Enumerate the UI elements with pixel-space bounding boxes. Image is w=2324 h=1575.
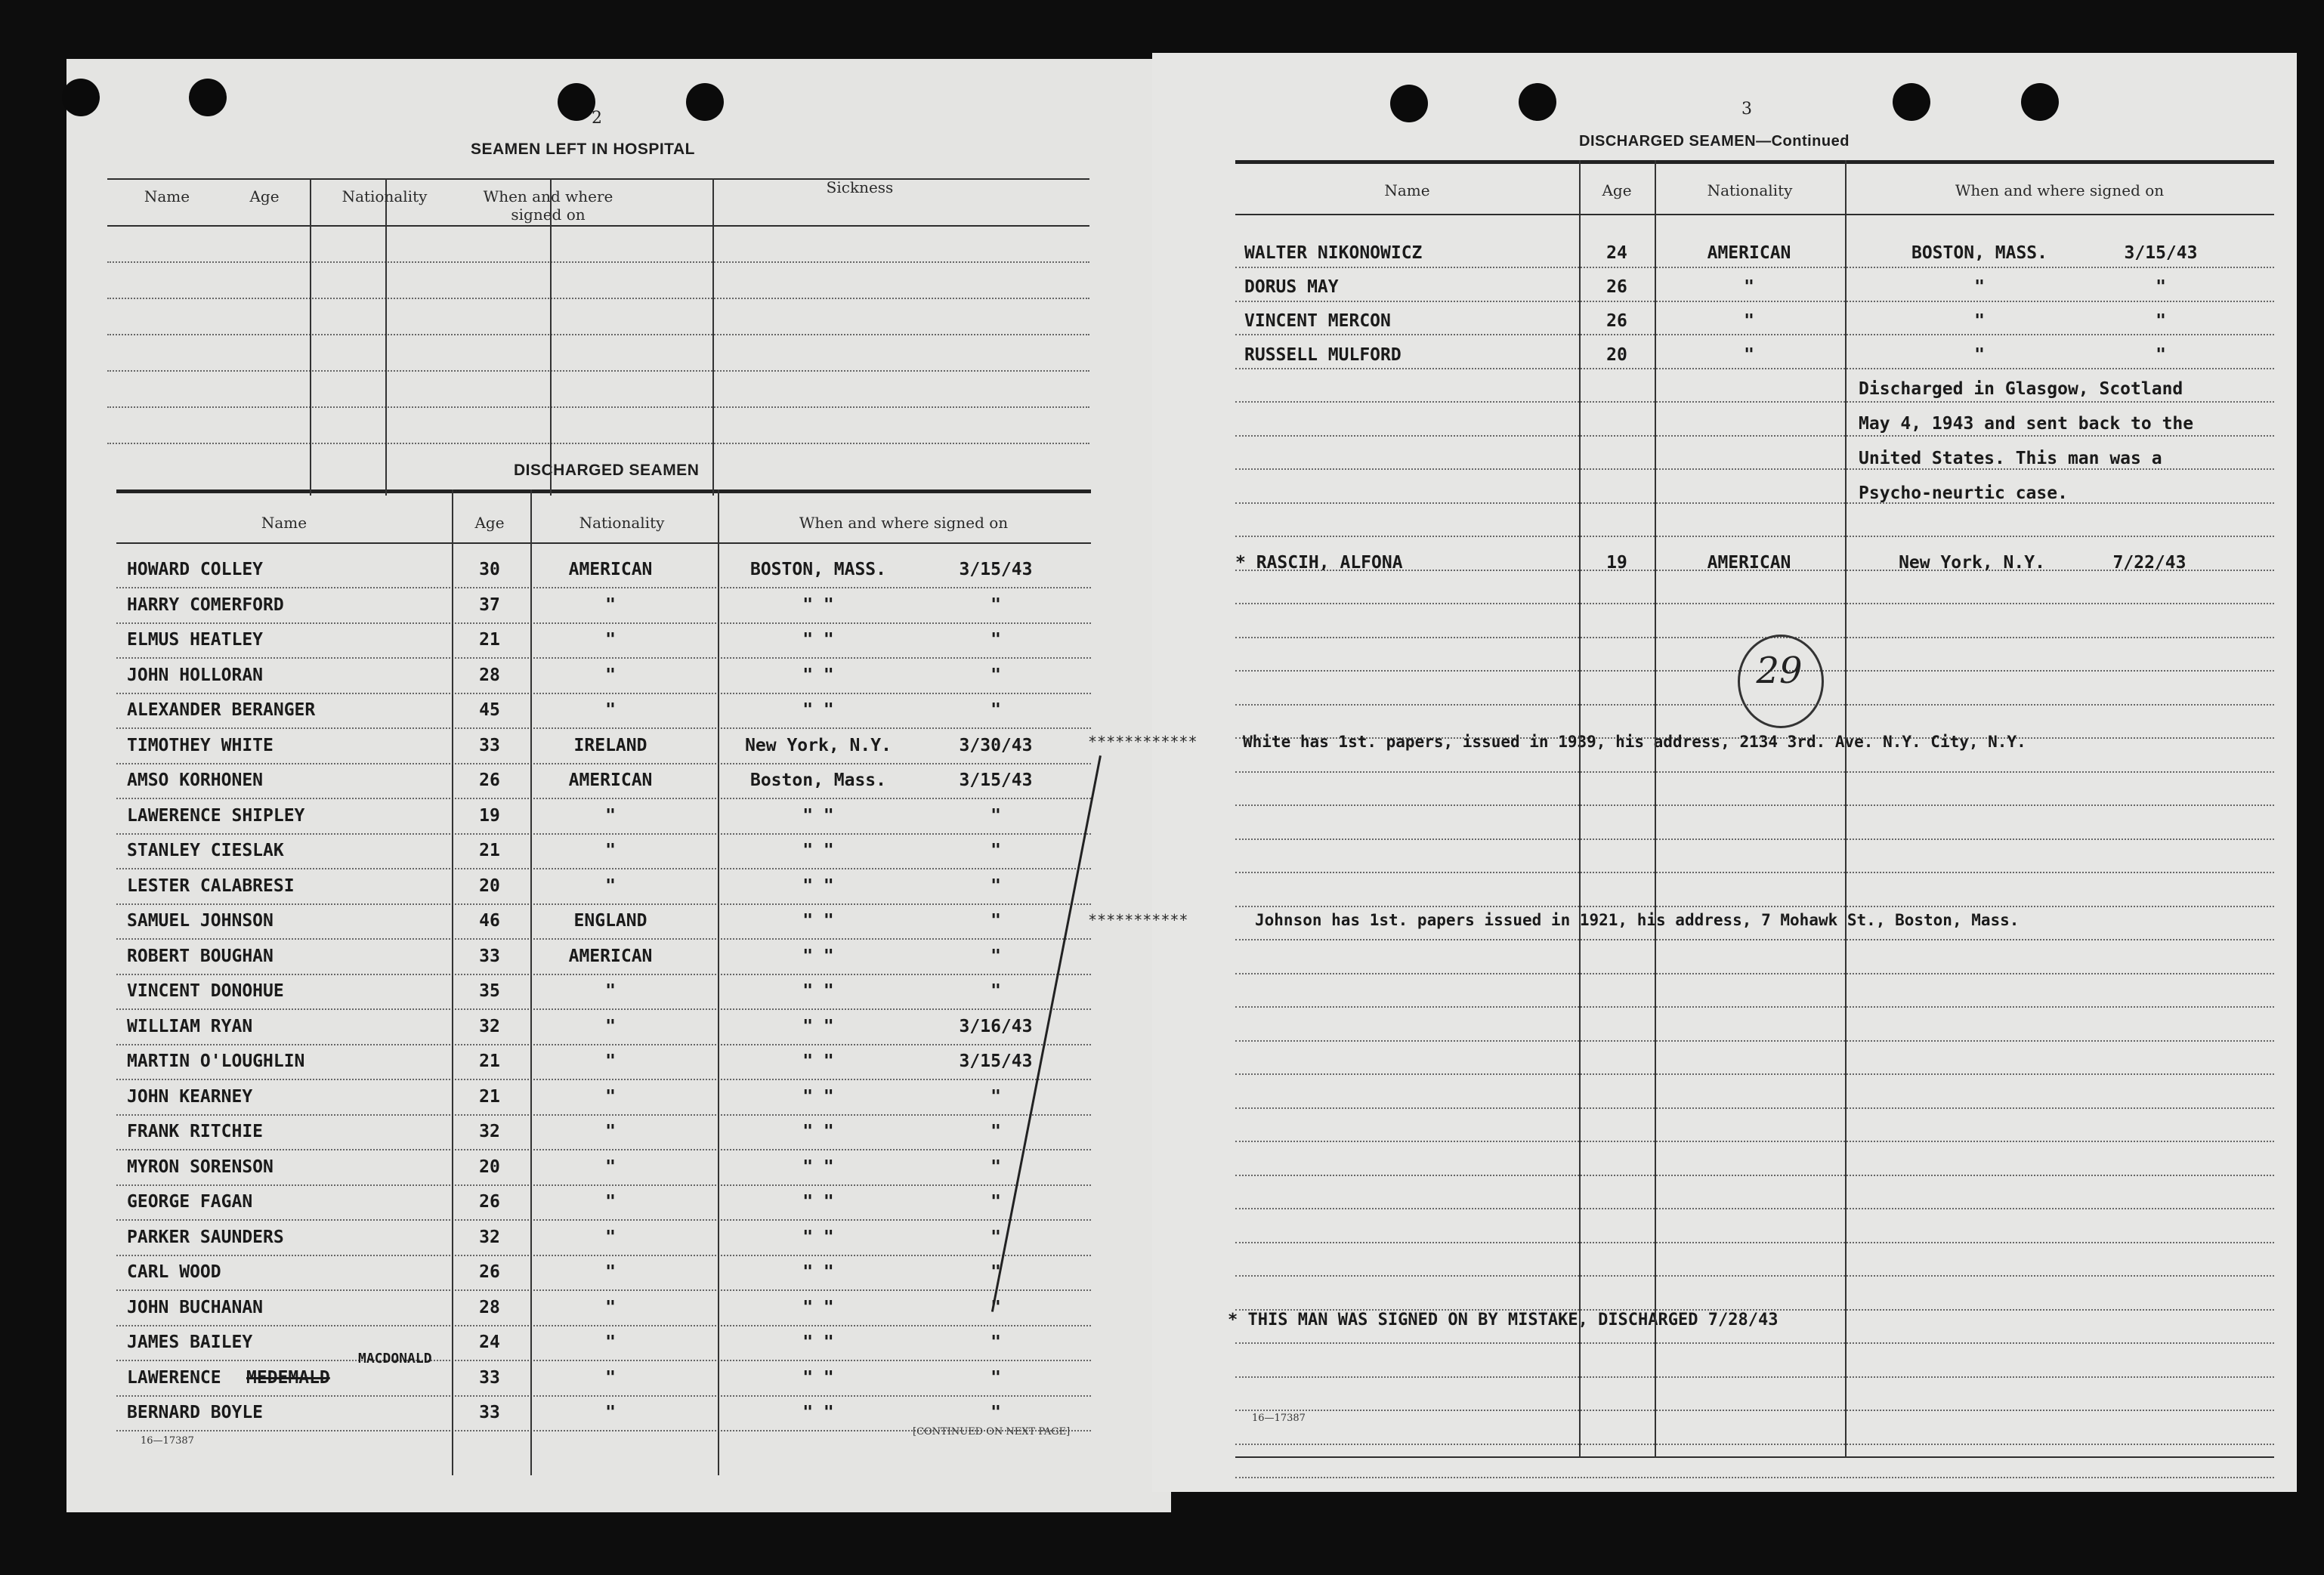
signed-on-place: New York, N.Y. bbox=[1899, 553, 2045, 573]
signed-on-place: " " bbox=[802, 700, 834, 720]
signed-on-date: " bbox=[990, 1192, 1001, 1212]
discharged-col-nationality: Nationality bbox=[579, 514, 665, 532]
seaman-nationality: " bbox=[605, 1227, 616, 1247]
signed-on-place: " " bbox=[802, 1122, 834, 1141]
signed-on-place: " " bbox=[802, 1403, 834, 1422]
seaman-age: 20 bbox=[1606, 345, 1627, 365]
seaman-name: WILLIAM RYAN bbox=[127, 1016, 253, 1036]
seaman-nationality: AMERICAN bbox=[568, 946, 653, 966]
hospital-col-age: Age bbox=[249, 187, 280, 205]
form-number: 16—17387 bbox=[1252, 1413, 1306, 1424]
seaman-age: 26 bbox=[479, 771, 500, 790]
note-marker: *********** bbox=[1088, 911, 1188, 929]
signed-on-date: " bbox=[990, 594, 1001, 615]
signed-on-place: " " bbox=[802, 1052, 834, 1071]
seaman-nationality: " bbox=[605, 630, 616, 650]
signed-on-place: " " bbox=[802, 1297, 834, 1317]
hospital-col-nationality: Nationality bbox=[341, 187, 428, 205]
signed-on-place: " " bbox=[802, 1192, 834, 1212]
signed-on-place: " " bbox=[802, 876, 834, 896]
seaman-name: TIMOTHEY WHITE bbox=[127, 735, 274, 755]
signed-on-date: " bbox=[990, 911, 1001, 931]
discharge-remark-line: May 4, 1943 and sent back to the bbox=[1859, 414, 2194, 434]
signed-on-place: " " bbox=[802, 841, 834, 860]
signed-on-date: 7/22/43 bbox=[2112, 553, 2186, 573]
signed-on-place: " " bbox=[802, 1157, 834, 1177]
seaman-age: 46 bbox=[479, 911, 500, 931]
seaman-nationality: " bbox=[605, 1016, 616, 1036]
seaman-name: LAWERENCE bbox=[127, 1367, 221, 1388]
seaman-age: 33 bbox=[479, 1367, 500, 1388]
seaman-nationality: " bbox=[605, 981, 616, 1001]
circled-number: 29 bbox=[1756, 650, 1803, 692]
signed-on-place: Boston, Mass. bbox=[749, 771, 886, 790]
seaman-age: 33 bbox=[479, 1403, 500, 1422]
seaman-nationality: AMERICAN bbox=[1707, 243, 1791, 263]
hospital-section-title: SEAMEN LEFT IN HOSPITAL bbox=[471, 141, 695, 158]
signed-on-date: " bbox=[990, 1157, 1001, 1177]
signed-on-place: " " bbox=[802, 594, 834, 615]
seaman-nationality: AMERICAN bbox=[568, 560, 653, 579]
signed-on-date: " bbox=[990, 1262, 1001, 1282]
seaman-nationality: " bbox=[605, 1086, 616, 1107]
punch-hole bbox=[62, 79, 100, 116]
punch-hole bbox=[1519, 83, 1556, 121]
seaman-name: MYRON SORENSON bbox=[127, 1157, 274, 1177]
seaman-age: 20 bbox=[479, 1157, 500, 1177]
right-page bbox=[1088, 53, 2297, 1492]
seaman-name: STANLEY CIESLAK bbox=[127, 841, 284, 860]
seaman-nationality: " bbox=[605, 700, 616, 720]
seaman-nationality: " bbox=[605, 1052, 616, 1071]
left-page bbox=[66, 59, 1171, 1512]
seaman-nationality: " bbox=[605, 594, 616, 615]
seaman-name: GEORGE FAGAN bbox=[127, 1192, 253, 1212]
signed-on-place: BOSTON, MASS. bbox=[749, 560, 886, 579]
seaman-age: 21 bbox=[479, 630, 500, 650]
seaman-name: HOWARD COLLEY bbox=[127, 560, 264, 579]
seaman-name: BERNARD BOYLE bbox=[127, 1403, 264, 1422]
form-number: 16—17387 bbox=[141, 1435, 194, 1447]
signed-on-date: " bbox=[990, 700, 1001, 720]
signed-on-place: " " bbox=[802, 630, 834, 650]
signed-on-date: " bbox=[990, 981, 1001, 1001]
signed-on-place: " " bbox=[802, 1367, 834, 1388]
signed-on-place: " " bbox=[802, 1333, 834, 1352]
signed-on-place: " bbox=[1974, 277, 1985, 297]
seaman-age: 37 bbox=[479, 594, 500, 615]
signed-on-date: " bbox=[990, 946, 1001, 966]
discharged-col-signed-on: When and where signed on bbox=[799, 514, 1009, 532]
seaman-name: DORUS MAY bbox=[1244, 277, 1339, 297]
discharge-remark-line: Discharged in Glasgow, Scotland bbox=[1859, 379, 2183, 399]
discharge-remark-line: United States. This man was a bbox=[1859, 449, 2162, 468]
seaman-name: ROBERT BOUGHAN bbox=[127, 946, 274, 966]
seaman-name: PARKER SAUNDERS bbox=[127, 1227, 284, 1247]
seaman-age: 19 bbox=[1606, 553, 1627, 573]
seaman-name: VINCENT DONOHUE bbox=[127, 981, 284, 1001]
seaman-name: JOHN BUCHANAN bbox=[127, 1297, 264, 1317]
johnson-papers-note: Johnson has 1st. papers issued in 1921, his address, 7 Mohawk St., Boston, Mass. bbox=[1255, 911, 2020, 929]
seaman-name: JOHN HOLLORAN bbox=[127, 665, 264, 685]
seaman-age: 32 bbox=[479, 1122, 500, 1141]
seaman-age: 32 bbox=[479, 1227, 500, 1247]
signed-on-date: " bbox=[990, 876, 1001, 896]
seaman-name: VINCENT MERCON bbox=[1244, 311, 1391, 331]
seaman-age: 28 bbox=[479, 1297, 500, 1317]
page-number: 3 bbox=[1741, 100, 1752, 119]
seaman-name: CARL WOOD bbox=[127, 1262, 221, 1282]
seaman-nationality: " bbox=[605, 1262, 616, 1282]
seaman-age: 33 bbox=[479, 735, 500, 755]
seaman-age: 26 bbox=[479, 1192, 500, 1212]
signed-on-place: " " bbox=[802, 946, 834, 966]
signed-on-date: " bbox=[990, 1403, 1001, 1422]
signed-on-date: 3/15/43 bbox=[959, 1052, 1033, 1071]
signed-on-date: " bbox=[990, 1086, 1001, 1107]
seaman-nationality: " bbox=[605, 1122, 616, 1141]
col-signed-on: When and where signed on bbox=[1955, 181, 2165, 199]
seaman-age: 35 bbox=[479, 981, 500, 1001]
continued-note: [CONTINUED ON NEXT PAGE] bbox=[913, 1426, 1071, 1438]
seaman-nationality: " bbox=[605, 1192, 616, 1212]
seaman-nationality: " bbox=[1744, 345, 1754, 365]
name-correction: MACDONALD bbox=[358, 1351, 432, 1367]
seaman-name: * RASCIH, ALFONA bbox=[1235, 553, 1403, 573]
seaman-nationality: " bbox=[605, 841, 616, 860]
signed-by-mistake-note: * THIS MAN WAS SIGNED ON BY MISTAKE, DISCHARGED 7/28/43 bbox=[1228, 1311, 1779, 1329]
signed-on-place: " bbox=[1974, 345, 1985, 365]
signed-on-place: " " bbox=[802, 1227, 834, 1247]
signed-on-place: " " bbox=[802, 981, 834, 1001]
signed-on-place: BOSTON, MASS. bbox=[1911, 243, 2047, 263]
hospital-col-sickness: Sickness bbox=[826, 178, 894, 196]
seaman-age: 28 bbox=[479, 665, 500, 685]
signed-on-date: " bbox=[990, 841, 1001, 860]
seaman-name: ELMUS HEATLEY bbox=[127, 630, 264, 650]
seaman-age: 30 bbox=[479, 560, 500, 579]
seaman-nationality: IRELAND bbox=[573, 735, 647, 755]
seaman-nationality: " bbox=[1744, 277, 1754, 297]
seaman-age: 20 bbox=[479, 876, 500, 896]
hospital-col-name: Name bbox=[144, 187, 190, 205]
seaman-nationality: " bbox=[605, 1367, 616, 1388]
seaman-age: 19 bbox=[479, 805, 500, 826]
signed-on-place: New York, N.Y. bbox=[745, 735, 892, 755]
signed-on-date: " bbox=[990, 1333, 1001, 1352]
seaman-name: JOHN KEARNEY bbox=[127, 1086, 253, 1107]
seaman-age: 24 bbox=[479, 1333, 500, 1352]
seaman-name: SAMUEL JOHNSON bbox=[127, 911, 274, 931]
signed-on-date: 3/15/43 bbox=[2124, 243, 2198, 263]
seaman-age: 26 bbox=[1606, 277, 1627, 297]
seaman-age: 26 bbox=[479, 1262, 500, 1282]
punch-hole bbox=[1893, 83, 1930, 121]
seaman-age: 45 bbox=[479, 700, 500, 720]
discharged-section-title: DISCHARGED SEAMEN bbox=[514, 462, 700, 479]
seaman-nationality: " bbox=[1744, 311, 1754, 331]
signed-on-date: " bbox=[990, 805, 1001, 826]
col-age: Age bbox=[1602, 181, 1632, 199]
seaman-name: HARRY COMERFORD bbox=[127, 594, 284, 615]
seaman-nationality: ENGLAND bbox=[573, 911, 647, 931]
punch-hole bbox=[558, 83, 595, 121]
crossed-out-name: MEDEMALD bbox=[246, 1367, 330, 1388]
col-nationality: Nationality bbox=[1707, 181, 1793, 199]
seaman-age: 21 bbox=[479, 1086, 500, 1107]
seaman-name: WALTER NIKONOWICZ bbox=[1244, 243, 1423, 263]
seaman-nationality: " bbox=[605, 1333, 616, 1352]
seaman-age: 32 bbox=[479, 1016, 500, 1036]
seaman-name: MARTIN O'LOUGHLIN bbox=[127, 1052, 305, 1071]
seaman-nationality: " bbox=[605, 805, 616, 826]
seaman-age: 26 bbox=[1606, 311, 1627, 331]
punch-hole bbox=[2021, 83, 2059, 121]
signed-on-date: 3/16/43 bbox=[959, 1016, 1033, 1036]
seaman-nationality: " bbox=[605, 665, 616, 685]
seaman-nationality: AMERICAN bbox=[1707, 553, 1791, 573]
signed-on-place: " bbox=[1974, 311, 1985, 331]
signed-on-place: " " bbox=[802, 805, 834, 826]
signed-on-date: " bbox=[2156, 345, 2166, 365]
signed-on-date: " bbox=[2156, 311, 2166, 331]
signed-on-date: " bbox=[990, 665, 1001, 685]
seaman-name: RUSSELL MULFORD bbox=[1244, 345, 1402, 365]
seaman-nationality: " bbox=[605, 1157, 616, 1177]
hospital-col-signed-on: When and where signed on bbox=[483, 187, 613, 224]
signed-on-place: " " bbox=[802, 1262, 834, 1282]
signed-on-date: " bbox=[990, 1122, 1001, 1141]
signed-on-date: " bbox=[990, 630, 1001, 650]
signed-on-place: " " bbox=[802, 1016, 834, 1036]
seaman-nationality: AMERICAN bbox=[568, 771, 653, 790]
seaman-age: 33 bbox=[479, 946, 500, 966]
page-title: DISCHARGED SEAMEN—Continued bbox=[1579, 133, 1850, 150]
seaman-age: 21 bbox=[479, 1052, 500, 1071]
punch-hole bbox=[189, 79, 227, 116]
white-papers-note: White has 1st. papers, issued in 1939, his address, 2134 3rd. Ave. N.Y. City, N.Y. bbox=[1243, 733, 2026, 751]
seaman-name: JAMES BAILEY bbox=[127, 1333, 253, 1352]
discharged-col-age: Age bbox=[474, 514, 505, 532]
punch-hole bbox=[686, 83, 724, 121]
discharge-remark-line: Psycho-neurtic case. bbox=[1859, 483, 2068, 503]
discharged-col-name: Name bbox=[261, 514, 307, 532]
seaman-name: LAWERENCE SHIPLEY bbox=[127, 805, 305, 826]
note-marker: ************ bbox=[1088, 733, 1198, 751]
page-number: 2 bbox=[592, 109, 602, 128]
seaman-name: FRANK RITCHIE bbox=[127, 1122, 264, 1141]
seaman-age: 21 bbox=[479, 841, 500, 860]
signed-on-place: " " bbox=[802, 1086, 834, 1107]
signed-on-date: 3/15/43 bbox=[959, 771, 1033, 790]
col-name: Name bbox=[1384, 181, 1430, 199]
signed-on-date: " bbox=[990, 1227, 1001, 1247]
seaman-nationality: " bbox=[605, 1403, 616, 1422]
signed-on-date: " bbox=[990, 1367, 1001, 1388]
seaman-name: AMSO KORHONEN bbox=[127, 771, 264, 790]
punch-hole bbox=[1390, 85, 1428, 122]
seaman-nationality: " bbox=[605, 1297, 616, 1317]
signed-on-place: " " bbox=[802, 911, 834, 931]
signed-on-date: 3/30/43 bbox=[959, 735, 1033, 755]
seaman-nationality: " bbox=[605, 876, 616, 896]
signed-on-place: " " bbox=[802, 665, 834, 685]
signed-on-date: " bbox=[990, 1297, 1001, 1317]
signed-on-date: " bbox=[2156, 277, 2166, 297]
seaman-name: ALEXANDER BERANGER bbox=[127, 700, 316, 720]
signed-on-date: 3/15/43 bbox=[959, 560, 1033, 579]
seaman-age: 24 bbox=[1606, 243, 1627, 263]
seaman-name: LESTER CALABRESI bbox=[127, 876, 295, 896]
